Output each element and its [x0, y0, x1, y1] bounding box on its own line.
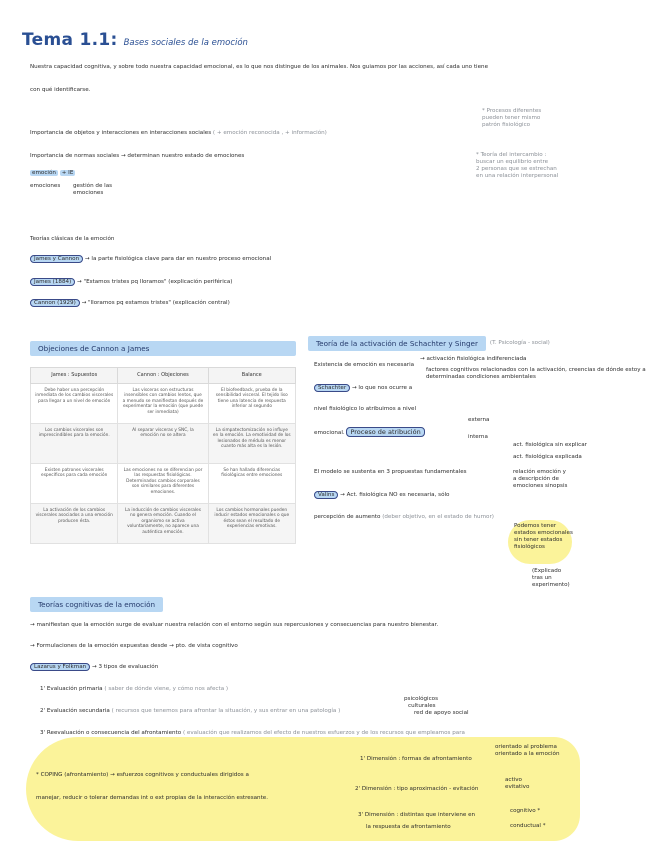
table-cell: Existen patrones viscerales específicos para cada emoción: [31, 463, 118, 503]
emociones-label: emociones: [30, 183, 61, 189]
classic-james-cannon: James y Cannon → la parte fisiológica clave para dar en nuestro proceso emocional: [30, 256, 271, 263]
classic-cannon-1929: Cannon (1929) → "lloramos pq estamos tristes" (explicación central): [30, 300, 230, 307]
schachter-l1-right2: factores cognitivos relacionados con la activación, creencias de dónde estoy a determinadas condiciones ambientales: [426, 367, 646, 380]
table-row: [31, 423, 296, 463]
gestion-label: gestión de las emociones: [73, 183, 113, 196]
schachter-header: [308, 336, 550, 351]
evaluacion-1: 1' Evaluación primaria ( saber de dónde viene, y cómo nos afecta ): [40, 686, 229, 692]
schachter-nivel: nivel fisiológico lo atribuimos a nivel: [314, 406, 417, 412]
valins-line: Valins → Act. fisiológica NO es necesaria, sólo: [314, 492, 449, 499]
schachter-line: Schachter → lo que nos ocurre a: [314, 385, 412, 392]
intro-line-2: con qué identificarse.: [30, 87, 91, 93]
table-cell: Los cambios viscerales son imprescindibles para la emoción.: [31, 423, 118, 463]
table-cell: Debe haber una percepción inmediata de los cambios viscerales para llegar a un nivel de emoción: [31, 383, 118, 423]
dimension-2-right: activo evitativo: [505, 777, 530, 790]
evaluacion-2-right: psicológicos culturales red de apoyo social: [404, 696, 469, 716]
column-header: James : Supuestos: [31, 368, 118, 384]
table-cell: El biofeedback, prueba de la sensibilidad visceral. El tejido liso tiene una latencia de respuesta inferior al segundo: [208, 383, 295, 423]
coping-line-1: * COPING (afrontamiento) → esfuerzos cognitivos y conductuales dirigidos a: [36, 772, 249, 778]
classic-heading: Teorías clásicas de la emoción: [30, 236, 115, 242]
dimension-1-right: orientado al problema orientado a la emoción: [495, 744, 560, 757]
yellow-note: Podemos tener estados emocionales sin tener estados fisiológicos: [514, 523, 573, 550]
objections-table: [30, 367, 296, 544]
column-header: Cannon : Objeciones: [118, 368, 208, 384]
dimension-1: 1' Dimensión : formas de afrontamiento: [360, 756, 472, 762]
lazarus-line: Lazarus y Folkman → 3 tipos de evaluación: [30, 664, 158, 671]
dimension-2: 2' Dimensión : tipo aproximación - evitación: [355, 786, 479, 792]
schachter-props: act. fisiológica sin explicar act. fisiológica explicada relación emoción y a descripción de emociones sinopsis: [513, 442, 587, 489]
table-cell: La activación de los cambios viscerales asociados a una emoción producen ésta.: [31, 503, 118, 543]
table-cell: La inducción de cambios viscerales no genera emoción. Cuando el organismo se activa voluntariamente, no aparece una auténtica emoción.: [118, 503, 208, 543]
dimension-3-line2: la respuesta de afrontamiento: [366, 824, 451, 830]
evaluacion-3: 3' Reevaluación o consecuencia del afrontamiento ( evaluación que realizamos del efecto de nuestros esfuerzos y de los recursos que empleamos para: [40, 730, 465, 736]
table-cell: Los cambios hormonales pueden inducir estados emocionales o que éstos sean el resultado de experiencias emotivas.: [208, 503, 295, 543]
atribucion-interna: interna: [468, 434, 488, 440]
schachter-l1-right: → activación fisiológica indiferenciada: [420, 356, 527, 362]
explicado-note: (Explicado tras un experimento): [532, 568, 570, 588]
title-main: Tema 1.1:: [22, 30, 118, 50]
dimension-3-right: cognitivo * conductual *: [510, 808, 546, 829]
table-cell: La simpatectomización no influye en la emoción. La emotividad de los lesionados de médula es menor cuanto más alta es la lesión.: [208, 423, 295, 463]
schachter-tag-note: (T. Psicología - social): [489, 340, 550, 346]
cognitive-tag: Teorías cognitivas de la emoción: [30, 597, 163, 612]
table-cell: Se han hallado diferencias fisiológicas entre emociones: [208, 463, 295, 503]
schachter-modelo: El modelo se sustenta en 3 propuestas fundamentales: [314, 469, 467, 475]
table-row: [31, 463, 296, 503]
emocion-label: emoción: [32, 170, 56, 176]
ie-label: + IE: [61, 170, 74, 176]
table-row: [31, 383, 296, 423]
atribucion-externa: externa: [468, 417, 490, 423]
importance-objects: Importancia de objetos y interacciones en interacciones sociales ( + emoción reconocida , + información): [30, 130, 327, 136]
table-cell: Las emociones no se diferencian por las respuestas fisiológicas. Determinados cambios corporales son similares para diferentes emociones.: [118, 463, 208, 503]
table-row: [31, 503, 296, 543]
dimension-3: 3' Dimensión : distintas que interviene en: [358, 812, 476, 818]
emocion-ie-block: [30, 170, 75, 177]
table-header-row: [31, 368, 296, 384]
schachter-l1: Existencia de emoción es necesaria: [314, 362, 415, 368]
coping-line-2: manejar, reducir o tolerar demandas int o ext propias de la interacción estresante.: [36, 795, 269, 801]
schachter-emocional: emocional. Proceso de atribución: [314, 428, 425, 437]
evaluacion-2: 2' Evaluación secundaria ( recursos que tenemos para afrontar la situación, y sus entrar en una patología ): [40, 708, 341, 714]
objections-tag: Objeciones de Cannon a James: [30, 341, 296, 356]
cognitive-l2: → Formulaciones de la emoción expuestas desde → pto. de vista cognitivo: [30, 643, 238, 649]
schachter-tag: Teoría de la activación de Schachter y Singer: [308, 336, 486, 351]
title-subtitle: Bases sociales de la emoción: [123, 38, 248, 48]
intro-line-1: Nuestra capacidad cognitiva, y sobre todo nuestra capacidad emocional, es lo que nos distingue de los animales. Nos guiamos por las acciones, así cada uno tiene: [30, 64, 489, 70]
page-title: [22, 30, 248, 50]
cognitive-l1: → manifiestan que la emoción surge de evaluar nuestra relación con el entorno según sus repercusiones y consecuencias para nuestro bienestar.: [30, 622, 439, 628]
percepcion-line: percepción de aumento (deber objetivo, en el estado de humor): [314, 514, 494, 520]
side-note-intercambio: * Teoría del intercambio : buscar un equilibrio entre 2 personas que se estrechan en una relación interpersonal: [476, 152, 559, 179]
classic-james-1884: James (1884) → "Estamos tristes pq lloramos" (explicación periférica): [30, 279, 232, 286]
table-cell: Las vísceras son estructuras insensibles con cambios lentos, que a menudo se manifiestan después de experimentar la emoción (que puede ser inmediata): [118, 383, 208, 423]
table-cell: Al separar vísceras y SNC, la emoción no se altera: [118, 423, 208, 463]
side-note-procesos: * Procesos diferentes pueden tener mismo patrón fisiológico: [482, 108, 542, 128]
column-header: Balance: [208, 368, 295, 384]
importance-norms: Importancia de normas sociales → determinan nuestro estado de emociones: [30, 153, 245, 159]
